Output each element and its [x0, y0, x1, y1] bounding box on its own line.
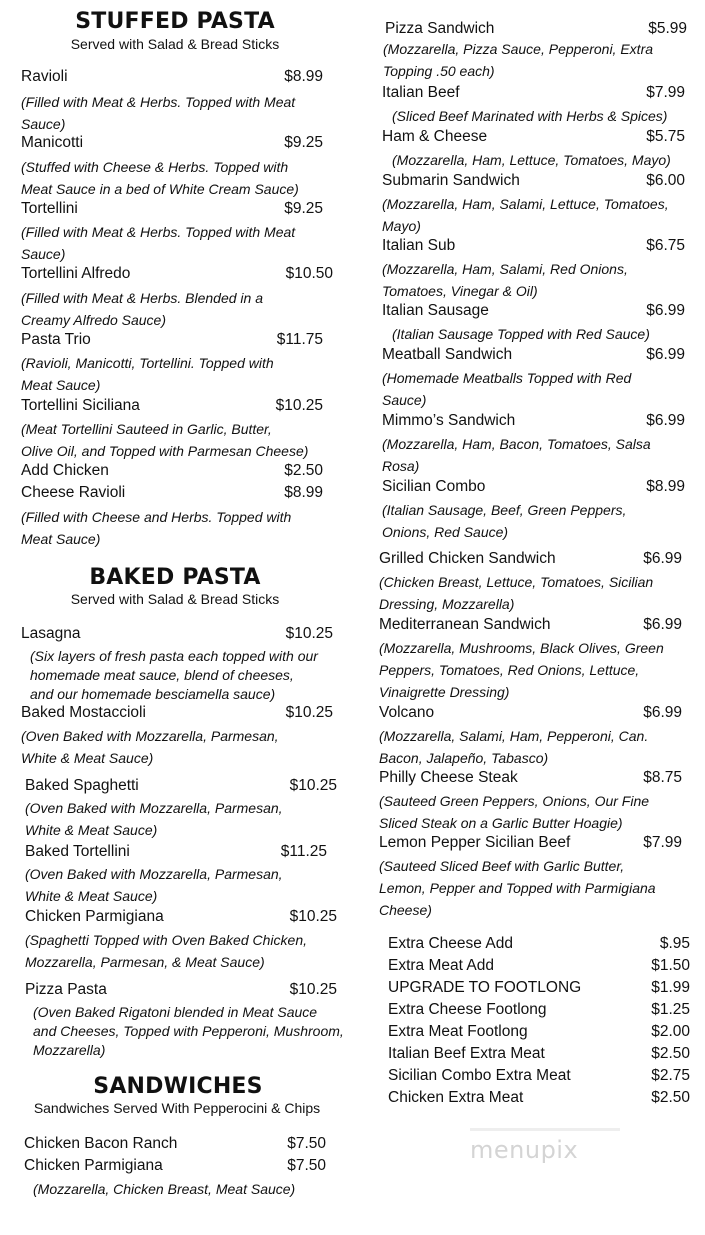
item-description: (Sliced Beef Marinated with Herbs & Spices) [392, 108, 668, 124]
extra-name: Sicilian Combo Extra Meat [388, 1067, 571, 1084]
menu-item [21, 329, 91, 351]
item-name: Grilled Chicken Sandwich [379, 550, 556, 567]
item-price: $7.99 [643, 834, 682, 851]
item-description: (Sauteed Sliced Beef with Garlic Butter, Lemon, Pepper and Topped with Parmigiana Cheese) [379, 858, 656, 918]
menu-item [382, 300, 489, 322]
item-description: (Italian Sausage, Beef, Green Peppers, Onions, Red Sauce) [382, 502, 627, 540]
item-price: $9.25 [284, 200, 323, 217]
item-name: Volcano [379, 704, 435, 721]
item-description: (Mozzarella, Ham, Salami, Lettuce, Tomatoes, Mayo) [382, 196, 669, 234]
menu-item [25, 775, 139, 797]
item-name: Baked Mostaccioli [21, 704, 146, 721]
item-description: (Six layers of fresh pasta each topped with our homemade meat sauce, blend of cheeses, and our homemade besciamella sauce) [30, 648, 318, 702]
item-description: (Oven Baked Rigatoni blended in Meat Sauce and Cheeses, Topped with Pepperoni, Mushroom, Mozzarella) [33, 1004, 344, 1058]
item-price: $6.00 [646, 172, 685, 189]
item-price: $6.99 [643, 616, 682, 633]
menu-item [21, 623, 80, 645]
item-name: Chicken Parmigiana [24, 1157, 163, 1174]
item-description: (Chicken Breast, Lettuce, Tomatoes, Sicilian Dressing, Mozzarella) [379, 574, 654, 612]
item-price: $2.50 [284, 462, 323, 479]
item-name: Mediterranean Sandwich [379, 616, 551, 633]
item-name: Lemon Pepper Sicilian Beef [379, 834, 571, 851]
item-name: Submarin Sandwich [382, 172, 520, 189]
menu-item [382, 170, 520, 192]
item-price: $8.99 [284, 68, 323, 85]
item-description: (Mozzarella, Pizza Sauce, Pepperoni, Extra Topping .50 each) [383, 41, 654, 79]
item-price: $10.25 [289, 777, 337, 794]
extra-price: $.95 [659, 935, 690, 952]
extra-price: $2.50 [651, 1045, 690, 1062]
item-name: Chicken Bacon Ranch [24, 1135, 178, 1152]
menu-item [21, 482, 125, 504]
menu-item [24, 1155, 163, 1177]
watermark-bar [470, 1128, 620, 1131]
item-name: Add Chicken [21, 462, 109, 479]
menu-item [379, 702, 434, 724]
item-price: $6.99 [646, 412, 685, 429]
menu-item [382, 126, 487, 148]
menu-item [24, 1133, 177, 1155]
sandwiches-title: SANDWICHES [93, 1074, 263, 1099]
item-name: Tortellini Alfredo [21, 265, 131, 282]
menu-item [379, 832, 570, 854]
item-price: $10.25 [285, 625, 333, 642]
extra-price: $2.75 [651, 1067, 690, 1084]
item-name: Meatball Sandwich [382, 346, 513, 363]
extra-name: Chicken Extra Meat [388, 1089, 524, 1106]
baked-pasta-title: BAKED PASTA [89, 565, 261, 590]
item-description: (Oven Baked with Mozzarella, Parmesan, White & Meat Sauce) [21, 728, 279, 766]
extra-name: Extra Cheese Add [388, 935, 513, 952]
item-description: (Homemade Meatballs Topped with Red Sauce) [382, 370, 632, 408]
menu-item [379, 767, 518, 789]
menu-item [21, 132, 83, 154]
item-price: $10.25 [285, 704, 333, 721]
item-name: Cheese Ravioli [21, 484, 126, 501]
menu-item [379, 548, 556, 570]
stuffed-pasta-subtitle: Served with Salad & Bread Sticks [70, 36, 280, 52]
menu-item [382, 82, 460, 104]
item-price: $10.25 [275, 397, 323, 414]
extra-name: UPGRADE TO FOOTLONG [388, 979, 582, 996]
menu-item [382, 235, 455, 257]
item-price: $11.75 [276, 331, 323, 348]
extra-price: $1.99 [651, 979, 690, 996]
extra-price: $1.50 [651, 957, 690, 974]
menu-item [385, 18, 494, 40]
item-price: $7.50 [287, 1135, 326, 1152]
item-description: (Mozzarella, Mushrooms, Black Olives, Green Peppers, Tomatoes, Red Onions, Lettuce, Vinaigrette Dressing) [379, 640, 664, 700]
item-description: (Filled with Meat & Herbs. Blended in a Creamy Alfredo Sauce) [21, 290, 263, 328]
item-name: Pizza Pasta [25, 981, 107, 998]
menu-item [21, 263, 130, 285]
item-price: $7.50 [287, 1157, 326, 1174]
extra-name: Extra Meat Footlong [388, 1023, 528, 1040]
item-name: Pizza Sandwich [385, 20, 495, 37]
item-name: Italian Sausage [382, 302, 489, 319]
item-description: (Mozzarella, Chicken Breast, Meat Sauce) [33, 1181, 296, 1197]
item-price: $10.25 [289, 908, 337, 925]
item-price: $9.25 [284, 134, 323, 151]
menu-item [21, 702, 146, 724]
item-description: (Meat Tortellini Sauteed in Garlic, Butter, Olive Oil, and Topped with Parmesan Cheese) [21, 421, 309, 459]
item-name: Italian Beef [382, 84, 460, 101]
extra-name: Italian Beef Extra Meat [388, 1045, 545, 1062]
item-name: Tortellini [21, 200, 78, 217]
item-name: Philly Cheese Steak [379, 769, 518, 786]
extra-name: Extra Cheese Footlong [388, 1001, 547, 1018]
item-price: $10.25 [289, 981, 337, 998]
menu-item [21, 395, 140, 417]
item-name: Mimmo’s Sandwich [382, 412, 516, 429]
item-name: Sicilian Combo [382, 478, 486, 495]
item-price: $7.99 [646, 84, 685, 101]
item-description: (Stuffed with Cheese & Herbs. Topped with Meat Sauce in a bed of White Cream Sauce) [21, 159, 299, 197]
item-name: Pasta Trio [21, 331, 91, 348]
item-price: $6.99 [646, 302, 685, 319]
item-price: $6.75 [646, 237, 685, 254]
item-price: $8.75 [643, 769, 682, 786]
item-name: Chicken Parmigiana [25, 908, 164, 925]
baked-pasta-subtitle: Served with Salad & Bread Sticks [70, 591, 280, 607]
item-price: $10.50 [285, 265, 333, 282]
menu-item [382, 410, 515, 432]
item-description: (Oven Baked with Mozzarella, Parmesan, White & Meat Sauce) [25, 866, 283, 904]
item-description: (Filled with Meat & Herbs. Topped with Meat Sauce) [21, 94, 296, 132]
extra-price: $2.50 [651, 1089, 690, 1106]
menu-item [25, 841, 130, 863]
item-description: (Filled with Meat & Herbs. Topped with Meat Sauce) [21, 224, 296, 262]
item-name: Lasagna [21, 625, 81, 642]
item-description: (Mozzarella, Ham, Lettuce, Tomatoes, Mayo) [392, 152, 671, 168]
item-description: (Sauteed Green Peppers, Onions, Our Fine Sliced Steak on a Garlic Butter Hoagie) [379, 793, 650, 831]
item-price: $5.75 [646, 128, 685, 145]
menu-item [382, 344, 512, 366]
item-name: Baked Tortellini [25, 843, 130, 860]
item-name: Ravioli [21, 68, 68, 85]
item-description: (Mozzarella, Ham, Bacon, Tomatoes, Salsa Rosa) [382, 436, 651, 474]
item-description: (Filled with Cheese and Herbs. Topped with Meat Sauce) [21, 509, 292, 547]
item-price: $11.25 [280, 843, 327, 860]
menupix-watermark: menupix [470, 1136, 579, 1164]
item-name: Tortellini Siciliana [21, 397, 140, 414]
extra-price: $1.25 [651, 1001, 690, 1018]
item-price: $6.99 [646, 346, 685, 363]
extra-price: $2.00 [651, 1023, 690, 1040]
extra-name: Extra Meat Add [388, 957, 494, 974]
item-name: Italian Sub [382, 237, 456, 254]
item-price: $5.99 [648, 20, 687, 37]
menu-item [21, 460, 109, 482]
menu-item [21, 198, 78, 220]
item-name: Baked Spaghetti [25, 777, 139, 794]
item-description: (Mozzarella, Ham, Salami, Red Onions, Tomatoes, Vinegar & Oil) [382, 261, 628, 299]
item-description: (Ravioli, Manicotti, Tortellini. Topped with Meat Sauce) [21, 355, 274, 393]
stuffed-pasta-title: STUFFED PASTA [75, 9, 275, 34]
item-price: $8.99 [646, 478, 685, 495]
menu-item [379, 614, 550, 636]
item-description: (Oven Baked with Mozzarella, Parmesan, White & Meat Sauce) [25, 800, 283, 838]
item-description: (Italian Sausage Topped with Red Sauce) [392, 326, 650, 342]
item-description: (Spaghetti Topped with Oven Baked Chicken, Mozzarella, Parmesan, & Meat Sauce) [25, 932, 307, 970]
item-price: $6.99 [643, 704, 682, 721]
item-price: $6.99 [643, 550, 682, 567]
item-name: Ham & Cheese [382, 128, 488, 145]
menu-item [25, 979, 107, 1001]
item-description: (Mozzarella, Salami, Ham, Pepperoni, Can. Bacon, Jalapeño, Tabasco) [379, 728, 649, 766]
item-price: $8.99 [284, 484, 323, 501]
menu-item [25, 906, 164, 928]
menu-item [21, 66, 68, 88]
sandwiches-subtitle: Sandwiches Served With Pepperocini & Chips [33, 1100, 321, 1116]
item-name: Manicotti [21, 134, 84, 151]
menu-item [382, 476, 485, 498]
